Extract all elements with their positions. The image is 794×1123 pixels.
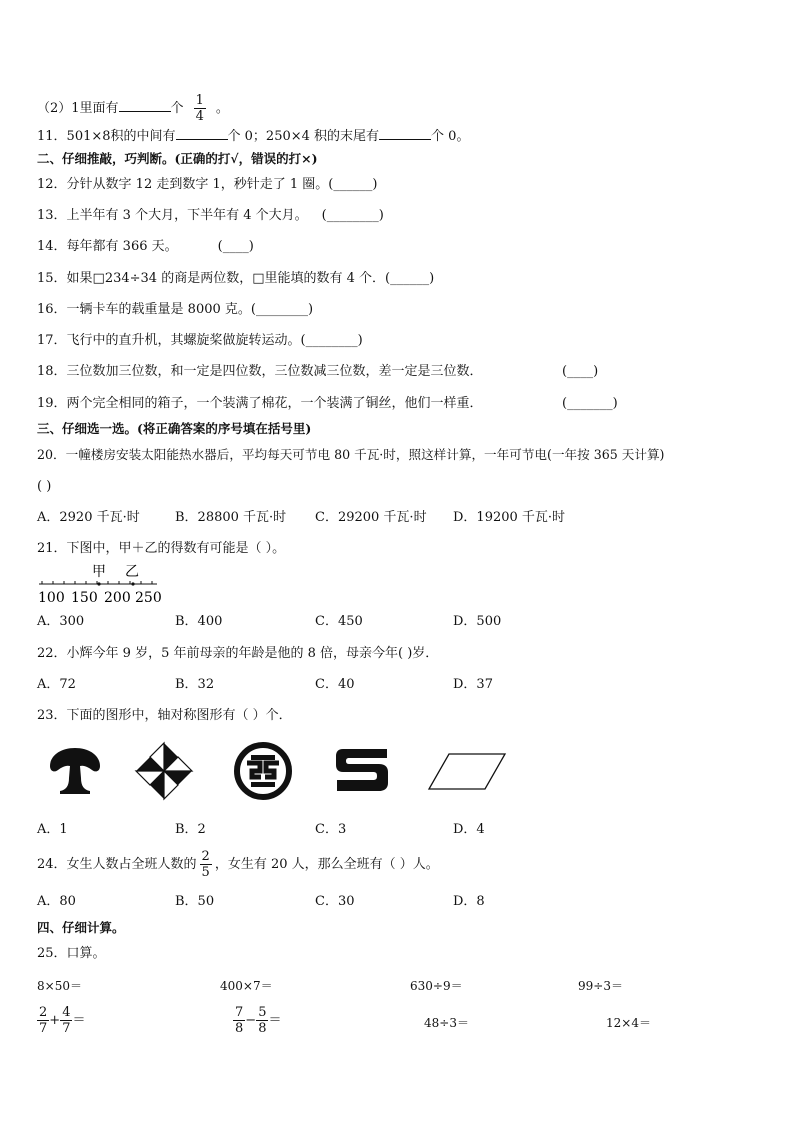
- q21-option-a[interactable]: A．300: [37, 614, 85, 629]
- q20-option-d[interactable]: D．19200 千瓦·时: [453, 510, 566, 525]
- frac-den: 5: [201, 865, 210, 880]
- q10-middle: 个: [170, 101, 184, 116]
- q22-option-b[interactable]: B．32: [175, 677, 215, 692]
- frac-2-7: [37, 1005, 49, 1036]
- q14-text: 14．每年都有 366 天。: [37, 239, 178, 254]
- question-11: [37, 125, 469, 146]
- equals-sign: ＝: [72, 1013, 86, 1028]
- q23-option-c[interactable]: C．3: [315, 822, 347, 837]
- frac-num: 2: [39, 1005, 48, 1020]
- answer-blank[interactable]: [119, 97, 171, 112]
- question-18: [37, 363, 483, 381]
- q10-prefix: （2）1里面有: [37, 101, 119, 116]
- equals-sign: ＝: [268, 1013, 282, 1028]
- question-20-paren[interactable]: ( ): [37, 479, 52, 494]
- number-line-figure: [36, 562, 166, 608]
- answer-paren[interactable]: (____): [217, 239, 254, 254]
- question-17: [37, 332, 363, 350]
- answer-paren[interactable]: (________): [321, 208, 384, 223]
- q23-option-b[interactable]: B．2: [175, 822, 206, 837]
- question-15: [37, 270, 434, 288]
- figure-circle-emblem-shape: [233, 741, 293, 801]
- q12-text: 12．分针从数字 12 走到数字 1，秒针走了 1 圈。: [37, 177, 329, 192]
- minus-sign: −: [245, 1013, 257, 1028]
- frac-den: 8: [235, 1021, 244, 1036]
- q15-text: 15．如果□234÷34 的商是两位数，□里能填的数有 4 个．: [37, 271, 386, 286]
- q13-text: 13．上半年有 3 个大月，下半年有 4 个大月。: [37, 208, 308, 223]
- question-19: [37, 395, 483, 413]
- frac-num: 2: [201, 849, 210, 864]
- answer-paren[interactable]: (______): [385, 271, 435, 286]
- q23-option-a[interactable]: A．1: [37, 822, 68, 837]
- q18-text: 18．三位数加三位数，和一定是四位数，三位数减三位数，差一定是三位数．: [37, 364, 483, 379]
- figure-parallelogram-shape: [427, 752, 507, 792]
- tick-label-250: 250: [135, 590, 162, 606]
- section-3-heading: 三、仔细选一选。(将正确答案的序号填在括号里): [37, 421, 312, 436]
- calc-12x4[interactable]: 12×4＝: [606, 1016, 651, 1030]
- frac-den: 7: [39, 1021, 48, 1036]
- q22-option-c[interactable]: C．40: [315, 677, 355, 692]
- q20-option-c[interactable]: C．29200 千瓦·时: [315, 510, 427, 525]
- figure-mushroom-shape: [48, 744, 102, 796]
- question-10-2: [37, 93, 229, 124]
- frac-den: 4: [195, 109, 204, 124]
- answer-paren[interactable]: (________): [250, 302, 314, 317]
- frac-num: 1: [195, 93, 204, 108]
- label-yi: 乙: [125, 564, 139, 580]
- q19-text: 19．两个完全相同的箱子，一个装满了棉花，一个装满了铜丝，他们一样重．: [37, 396, 483, 411]
- q20-option-b[interactable]: B．28800 千瓦·时: [175, 510, 287, 525]
- label-jia: 甲: [92, 564, 106, 580]
- frac-4-7: [60, 1005, 72, 1036]
- calc-fraction-subtract[interactable]: [233, 1004, 281, 1038]
- q23-option-d[interactable]: D．4: [453, 822, 485, 837]
- q17-text: 17．飞行中的直升机，其螺旋桨做旋转运动。: [37, 333, 301, 348]
- calc-48div3[interactable]: 48÷3＝: [424, 1016, 469, 1030]
- frac-5-8: [256, 1005, 268, 1036]
- tick-label-200: 200: [104, 590, 131, 606]
- q11-part-c: 个 0。: [431, 129, 470, 144]
- figure-s-logo-shape: [333, 745, 391, 795]
- answer-blank[interactable]: [379, 125, 431, 140]
- calc-630div9[interactable]: 630÷9＝: [410, 979, 463, 993]
- question-13: [37, 207, 384, 225]
- q21-option-c[interactable]: C．450: [315, 614, 363, 629]
- frac-num: 7: [235, 1005, 244, 1020]
- q11-part-b: 个 0；250×4 积的末尾有: [227, 129, 380, 144]
- frac-den: 7: [62, 1021, 71, 1036]
- fraction-two-fifths: [200, 849, 212, 880]
- q21-option-b[interactable]: B．400: [175, 614, 223, 629]
- tick-label-150: 150: [71, 590, 98, 606]
- question-20: 20．一幢楼房安装太阳能热水器后，平均每天可节电 80 千瓦·时，照这样计算，一年可节电(一年按 365 天计算): [37, 447, 665, 462]
- point-jia: [97, 582, 100, 585]
- q24-option-d[interactable]: D．8: [453, 894, 485, 909]
- q16-text: 16．一辆卡车的载重量是 8000 克。: [37, 302, 251, 317]
- figure-pinwheel-shape: [134, 741, 194, 801]
- question-16: [37, 301, 313, 319]
- calc-99div3[interactable]: 99÷3＝: [578, 979, 623, 993]
- plus-sign: +: [49, 1013, 61, 1028]
- q24-part-b: ，女生有 20 人，那么全班有（ ）人。: [214, 857, 439, 872]
- frac-den: 8: [258, 1021, 267, 1036]
- q20-option-a[interactable]: A．2920 千瓦·时: [37, 510, 140, 525]
- question-25-title: 25．口算。: [37, 946, 106, 961]
- question-22: 22．小辉今年 9 岁，5 年前母亲的年龄是他的 8 倍，母亲今年( )岁．: [37, 646, 439, 661]
- calc-fraction-add[interactable]: [37, 1004, 85, 1038]
- answer-paren[interactable]: (________): [300, 333, 363, 348]
- answer-blank[interactable]: [176, 125, 228, 140]
- question-21: 21．下图中，甲＋乙的得数有可能是（ ）。: [37, 541, 286, 556]
- q24-option-a[interactable]: A．80: [37, 894, 76, 909]
- q11-part-a: 11．501×8积的中间有: [37, 129, 176, 144]
- question-14: [37, 238, 254, 256]
- frac-7-8: [233, 1005, 245, 1036]
- q24-part-a: 24．女生人数占全班人数的: [37, 857, 197, 872]
- q24-option-c[interactable]: C．30: [315, 894, 355, 909]
- question-24: [37, 848, 439, 882]
- q24-option-b[interactable]: B．50: [175, 894, 215, 909]
- fraction-one-quarter: [194, 93, 206, 124]
- calc-8x50[interactable]: 8×50＝: [37, 979, 82, 993]
- section-4-heading: 四、仔细计算。: [37, 920, 125, 935]
- q22-option-a[interactable]: A．72: [37, 677, 76, 692]
- frac-num: 4: [62, 1005, 71, 1020]
- q21-option-d[interactable]: D．500: [453, 614, 502, 629]
- tick-label-100: 100: [38, 590, 65, 606]
- q22-option-d[interactable]: D．37: [453, 677, 493, 692]
- question-19-paren[interactable]: (_______): [562, 396, 618, 411]
- calc-400x7[interactable]: 400×7＝: [220, 979, 273, 993]
- section-2-heading: 二、仔细推敲，巧判断。(正确的打√，错误的打×): [37, 151, 318, 166]
- question-23: 23．下面的图形中，轴对称图形有（ ）个．: [37, 708, 292, 723]
- answer-paren[interactable]: (______): [328, 177, 378, 192]
- q10-end: 。: [215, 101, 229, 116]
- question-18-paren[interactable]: (____): [562, 364, 599, 379]
- frac-num: 5: [258, 1005, 267, 1020]
- point-yi: [131, 582, 134, 585]
- question-12: [37, 176, 377, 194]
